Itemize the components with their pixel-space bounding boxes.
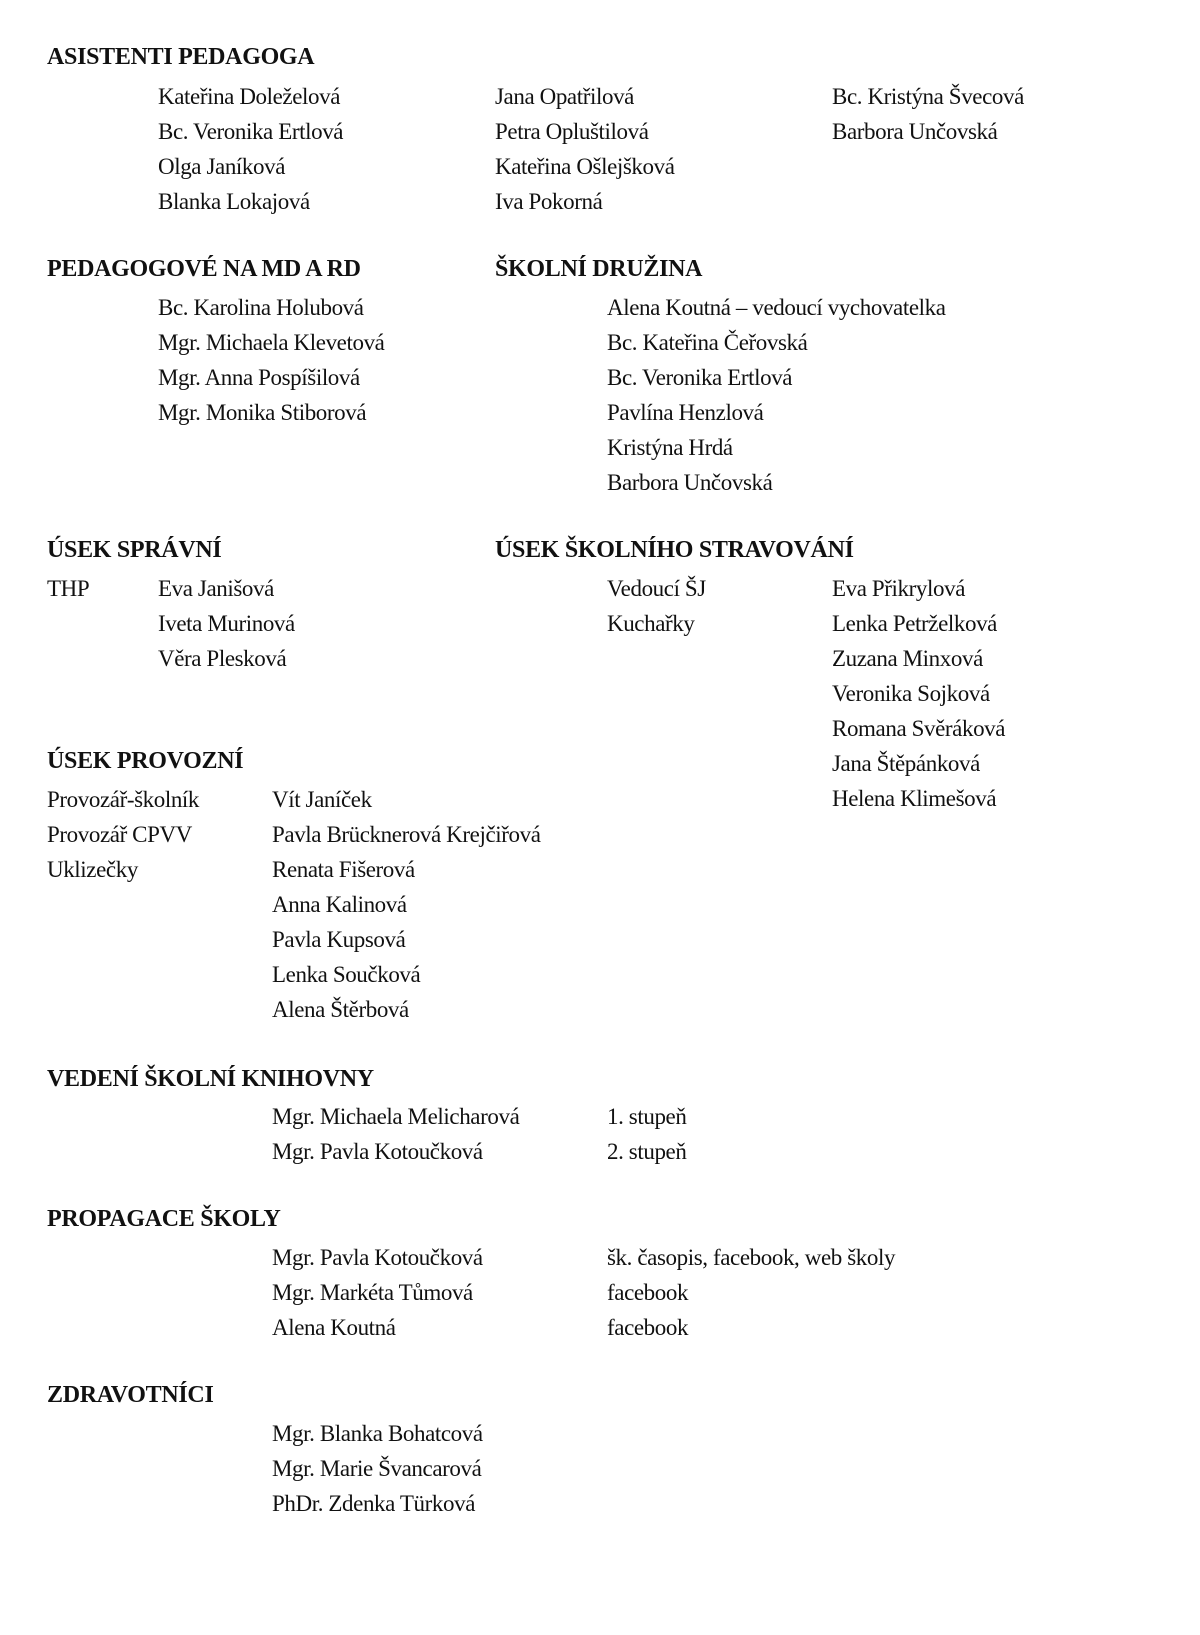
staff-name: Romana Svěráková xyxy=(832,716,1006,741)
staff-name: Kateřina Doleželová xyxy=(158,84,341,109)
role-label: Provozář-školník xyxy=(47,787,200,812)
knihovna-list xyxy=(272,1099,519,1169)
staff-name: Kristýna Hrdá xyxy=(607,435,733,460)
staff-name: Veronika Sojková xyxy=(832,681,990,706)
section-title-propagace: PROPAGACE ŠKOLY xyxy=(47,1206,281,1232)
provozni-list xyxy=(272,782,541,1027)
note-label: facebook xyxy=(607,1315,689,1340)
staff-name: Mgr. Michaela Melicharová xyxy=(272,1104,520,1129)
staff-name: Kateřina Ošlejšková xyxy=(495,154,675,179)
staff-name: Anna Kalinová xyxy=(272,892,407,917)
role-label: Vedoucí ŠJ xyxy=(607,576,706,601)
staff-name: Zuzana Minxová xyxy=(832,646,983,671)
section-title-md-rd: PEDAGOGOVÉ NA MD A RD xyxy=(47,256,361,282)
staff-name: Blanka Lokajová xyxy=(158,189,310,214)
staff-name: Lenka Petrželková xyxy=(832,611,997,636)
asistenti-column-1 xyxy=(158,79,343,219)
staff-name: Jana Opatřilová xyxy=(495,84,634,109)
spravni-list xyxy=(158,571,295,676)
section-title-asistenti: ASISTENTI PEDAGOGA xyxy=(47,44,315,70)
staff-name: Barbora Unčovská xyxy=(832,119,998,144)
spravni-role xyxy=(47,571,89,606)
section-title-zdravotnici: ZDRAVOTNÍCI xyxy=(47,1382,214,1408)
staff-name: Mgr. Michaela Klevetová xyxy=(158,330,385,355)
section-title-stravovani: ÚSEK ŠKOLNÍHO STRAVOVÁNÍ xyxy=(495,537,854,563)
staff-name: Věra Plesková xyxy=(158,646,287,671)
staff-name: Bc. Karolina Holubová xyxy=(158,295,364,320)
zdravotnici-list xyxy=(272,1416,483,1521)
role-label: Uklizečky xyxy=(47,857,138,882)
stravovani-roles xyxy=(607,571,706,641)
knihovna-notes xyxy=(607,1099,686,1169)
staff-name: Olga Janíková xyxy=(158,154,286,179)
propagace-list xyxy=(272,1240,483,1345)
md-rd-list xyxy=(158,290,384,430)
note-label: 1. stupeň xyxy=(607,1104,687,1129)
role-label: Provozář CPVV xyxy=(47,822,192,847)
asistenti-column-2 xyxy=(495,79,675,219)
staff-name: Pavlína Henzlová xyxy=(607,400,764,425)
section-title-spravni: ÚSEK SPRÁVNÍ xyxy=(47,537,222,563)
section-title-knihovna: VEDENÍ ŠKOLNÍ KNIHOVNY xyxy=(47,1066,374,1092)
staff-name: Bc. Veronika Ertlová xyxy=(607,365,793,390)
staff-name: Lenka Součková xyxy=(272,962,421,987)
staff-name: Pavla Brücknerová Krejčiřová xyxy=(272,822,541,847)
staff-name: Eva Přikrylová xyxy=(832,576,966,601)
staff-name: Mgr. Marie Švancarová xyxy=(272,1456,482,1481)
staff-name: Jana Štěpánková xyxy=(832,751,980,776)
staff-name: Mgr. Markéta Tůmová xyxy=(272,1280,473,1305)
note-label: 2. stupeň xyxy=(607,1139,687,1164)
staff-name: PhDr. Zdenka Türková xyxy=(272,1491,476,1516)
staff-name: Eva Janišová xyxy=(158,576,274,601)
staff-name: Bc. Veronika Ertlová xyxy=(158,119,344,144)
staff-name: Pavla Kupsová xyxy=(272,927,406,952)
staff-name: Mgr. Pavla Kotoučková xyxy=(272,1245,483,1270)
asistenti-column-3 xyxy=(832,79,1024,149)
section-title-provozni: ÚSEK PROVOZNÍ xyxy=(47,748,244,774)
staff-name: Alena Koutná – vedoucí vychovatelka xyxy=(607,295,946,320)
provozni-roles xyxy=(47,782,199,887)
staff-name: Vít Janíček xyxy=(272,787,372,812)
staff-name: Iva Pokorná xyxy=(495,189,603,214)
staff-name: Mgr. Blanka Bohatcová xyxy=(272,1421,483,1446)
staff-name: Alena Koutná xyxy=(272,1315,396,1340)
role-label: THP xyxy=(47,576,90,601)
staff-name: Bc. Kateřina Čeřovská xyxy=(607,330,808,355)
staff-name: Mgr. Pavla Kotoučková xyxy=(272,1139,483,1164)
staff-name: Iveta Murinová xyxy=(158,611,295,636)
staff-name: Bc. Kristýna Švecová xyxy=(832,84,1024,109)
staff-name: Renata Fišerová xyxy=(272,857,415,882)
staff-name: Mgr. Anna Pospíšilová xyxy=(158,365,360,390)
staff-name: Barbora Unčovská xyxy=(607,470,773,495)
propagace-notes xyxy=(607,1240,895,1345)
role-label: Kuchařky xyxy=(607,611,695,636)
druzina-list xyxy=(607,290,946,500)
staff-name: Alena Štěrbová xyxy=(272,997,409,1022)
note-label: facebook xyxy=(607,1280,689,1305)
staff-name: Mgr. Monika Stiborová xyxy=(158,400,367,425)
stravovani-list xyxy=(832,571,1005,816)
staff-name: Helena Klimešová xyxy=(832,786,997,811)
staff-name: Petra Opluštilová xyxy=(495,119,649,144)
note-label: šk. časopis, facebook, web školy xyxy=(607,1245,896,1270)
section-title-druzina: ŠKOLNÍ DRUŽINA xyxy=(495,256,703,282)
